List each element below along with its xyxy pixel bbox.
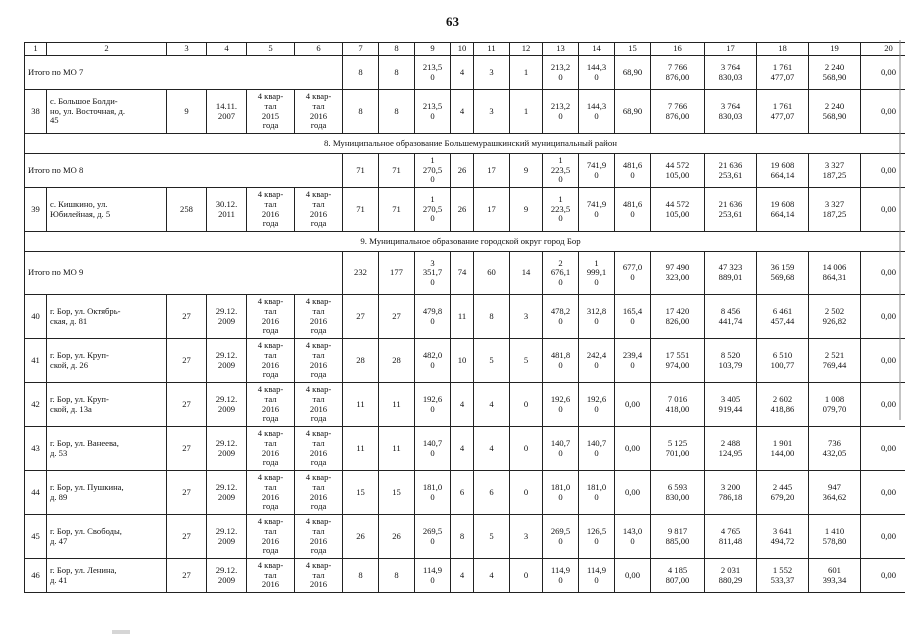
table-cell: 29.12. 2009 (207, 471, 247, 515)
row-number: 41 (25, 339, 47, 383)
table-cell: 4 квар- тал 2016 года (247, 427, 295, 471)
column-number: 16 (651, 43, 705, 56)
table-cell: 3 327 187,25 (809, 188, 861, 232)
table-cell: 21 636 253,61 (705, 154, 757, 188)
table-cell: 0,00 (861, 295, 905, 339)
table-cell: 1 270,5 0 (415, 154, 451, 188)
table-cell: 0,00 (861, 90, 905, 134)
table-cell: 28 (379, 339, 415, 383)
address-cell: г. Бор, ул. Пушкина, д. 89 (47, 471, 167, 515)
scan-smudge (112, 630, 130, 634)
table-cell: 0,00 (861, 515, 905, 559)
table-cell: 9 (167, 90, 207, 134)
table-cell: 677,0 0 (615, 252, 651, 295)
table-cell: 15 (379, 471, 415, 515)
table-cell: 71 (343, 154, 379, 188)
table-row (25, 515, 905, 559)
table-cell: 29.12. 2009 (207, 339, 247, 383)
table-cell: 3 351,7 0 (415, 252, 451, 295)
table-cell: 1 901 144,00 (757, 427, 809, 471)
table-cell: 6 (474, 471, 510, 515)
table-cell: 97 490 323,00 (651, 252, 705, 295)
table-cell: 10 (451, 339, 474, 383)
table-cell: 239,4 0 (615, 339, 651, 383)
table-cell: 5 125 701,00 (651, 427, 705, 471)
subtotal-row (25, 56, 905, 90)
table-cell: 17 (474, 154, 510, 188)
table-cell: 14 006 864,31 (809, 252, 861, 295)
table-cell: 27 (167, 295, 207, 339)
column-number: 20 (861, 43, 905, 56)
table-cell: 4 квар- тал 2016 года (295, 295, 343, 339)
table-cell: 2 502 926,82 (809, 295, 861, 339)
table-cell: 481,8 0 (543, 339, 579, 383)
table-cell: 4 (474, 383, 510, 427)
column-number-row (25, 43, 905, 56)
column-number: 12 (510, 43, 543, 56)
table-cell: 74 (451, 252, 474, 295)
table-row (25, 90, 905, 134)
table-cell: 1 270,5 0 (415, 188, 451, 232)
table-cell: 479,8 0 (415, 295, 451, 339)
table-cell: 4 квар- тал 2016 года (247, 339, 295, 383)
scan-edge-mark (899, 40, 901, 420)
table-cell: 114,9 0 (543, 559, 579, 593)
table-cell: 0,00 (615, 559, 651, 593)
table-cell: 2 240 568,90 (809, 56, 861, 90)
table-cell: 8 (379, 56, 415, 90)
section-title: 8. Муниципальное образование Большемурашкинский муниципальный район (25, 134, 905, 154)
table-cell: 4 (451, 427, 474, 471)
table-cell: 44 572 105,00 (651, 154, 705, 188)
table-cell: 27 (167, 515, 207, 559)
table-cell: 4 квар- тал 2016 года (295, 188, 343, 232)
table-cell: 1 761 477,07 (757, 90, 809, 134)
table-cell: 11 (343, 383, 379, 427)
column-number: 15 (615, 43, 651, 56)
table-cell: 213,2 0 (543, 56, 579, 90)
table-cell: 4 квар- тал 2016 года (247, 188, 295, 232)
table-cell: 27 (343, 295, 379, 339)
table-cell: 3 (510, 295, 543, 339)
table-cell: 114,9 0 (415, 559, 451, 593)
section-header-row (25, 232, 905, 252)
table-cell: 21 636 253,61 (705, 188, 757, 232)
table-cell: 3 641 494,72 (757, 515, 809, 559)
table-cell: 140,7 0 (415, 427, 451, 471)
table-row (25, 339, 905, 383)
table-cell: 8 520 103,79 (705, 339, 757, 383)
table-cell: 736 432,05 (809, 427, 861, 471)
table-cell: 1 223,5 0 (543, 154, 579, 188)
table-cell: 0,00 (861, 559, 905, 593)
table-cell: 144,3 0 (579, 56, 615, 90)
table-cell: 27 (167, 471, 207, 515)
table-cell: 1 008 079,70 (809, 383, 861, 427)
column-number: 2 (47, 43, 167, 56)
table-cell: 4 квар- тал 2016 года (295, 90, 343, 134)
address-cell: с. Кишкино, ул. Юбилейная, д. 5 (47, 188, 167, 232)
column-number: 1 (25, 43, 47, 56)
column-number: 19 (809, 43, 861, 56)
table-cell: 29.12. 2009 (207, 559, 247, 593)
table-cell: 7 766 876,00 (651, 90, 705, 134)
table-cell: 2 031 880,29 (705, 559, 757, 593)
table-cell: 2 602 418,86 (757, 383, 809, 427)
table-cell: 8 (474, 295, 510, 339)
section-header-row (25, 134, 905, 154)
table-cell: 29.12. 2009 (207, 295, 247, 339)
table-row (25, 427, 905, 471)
table-cell: 3 764 830,03 (705, 90, 757, 134)
table-cell: 213,5 0 (415, 90, 451, 134)
table-cell: 8 (343, 56, 379, 90)
table-cell: 8 (343, 90, 379, 134)
table-cell: 601 393,34 (809, 559, 861, 593)
table-cell: 8 (379, 90, 415, 134)
table-cell: 6 461 457,44 (757, 295, 809, 339)
table-cell: 4 185 807,00 (651, 559, 705, 593)
table-cell: 27 (379, 295, 415, 339)
table-cell: 140,7 0 (543, 427, 579, 471)
table-cell: 7 766 876,00 (651, 56, 705, 90)
table-cell: 1 410 578,80 (809, 515, 861, 559)
table-cell: 26 (343, 515, 379, 559)
table-cell: 126,5 0 (579, 515, 615, 559)
table-cell: 44 572 105,00 (651, 188, 705, 232)
subtotal-row (25, 252, 905, 295)
table-cell: 140,7 0 (579, 427, 615, 471)
subtotal-label: Итого по МО 8 (25, 154, 343, 188)
table-cell: 1 999,1 0 (579, 252, 615, 295)
table-cell: 8 (343, 559, 379, 593)
table-row (25, 295, 905, 339)
row-number: 40 (25, 295, 47, 339)
table-cell: 5 (474, 339, 510, 383)
table-cell: 4 квар- тал 2016 года (295, 383, 343, 427)
table-cell: 478,2 0 (543, 295, 579, 339)
table-cell: 258 (167, 188, 207, 232)
table-cell: 144,3 0 (579, 90, 615, 134)
table-cell: 481,6 0 (615, 154, 651, 188)
table-cell: 6 (451, 471, 474, 515)
table-cell: 29.12. 2009 (207, 427, 247, 471)
table-cell: 2 445 679,20 (757, 471, 809, 515)
table-cell: 0 (510, 471, 543, 515)
table-cell: 29.12. 2009 (207, 515, 247, 559)
table-row (25, 559, 905, 593)
table-cell: 269,5 0 (543, 515, 579, 559)
address-cell: г. Бор, ул. Круп- ской, д. 26 (47, 339, 167, 383)
column-number: 13 (543, 43, 579, 56)
table-cell: 1 (510, 56, 543, 90)
table-cell: 68,90 (615, 90, 651, 134)
table-cell: 4 квар- тал 2016 года (295, 339, 343, 383)
page-number: 63 (446, 14, 459, 29)
table-cell: 9 (510, 188, 543, 232)
table-cell: 15 (343, 471, 379, 515)
address-cell: г. Бор, ул. Круп- ской, д. 13а (47, 383, 167, 427)
table-cell: 4 квар- тал 2016 года (295, 471, 343, 515)
table-cell: 192,6 0 (415, 383, 451, 427)
table-cell: 19 608 664,14 (757, 154, 809, 188)
table-cell: 27 (167, 427, 207, 471)
table-cell: 9 817 885,00 (651, 515, 705, 559)
address-cell: с. Большое Болди- но, ул. Восточная, д. 45 (47, 90, 167, 134)
column-number: 7 (343, 43, 379, 56)
table-cell: 0,00 (861, 56, 905, 90)
table-cell: 0,00 (861, 188, 905, 232)
table-cell: 4 (474, 427, 510, 471)
table-cell: 4 квар- тал 2016 (295, 559, 343, 593)
table-cell: 47 323 889,01 (705, 252, 757, 295)
address-cell: г. Бор, ул. Свободы, д. 47 (47, 515, 167, 559)
table-cell: 482,0 0 (415, 339, 451, 383)
table-cell: 29.12. 2009 (207, 383, 247, 427)
table-cell: 11 (343, 427, 379, 471)
section-title: 9. Муниципальное образование городской округ город Бор (25, 232, 905, 252)
table-cell: 17 551 974,00 (651, 339, 705, 383)
table-row (25, 188, 905, 232)
table-cell: 0,00 (615, 383, 651, 427)
table-cell: 177 (379, 252, 415, 295)
table-cell: 6 510 100,77 (757, 339, 809, 383)
column-number: 5 (247, 43, 295, 56)
table-cell: 71 (379, 154, 415, 188)
table-cell: 14 (510, 252, 543, 295)
column-number: 6 (295, 43, 343, 56)
table-cell: 0,00 (861, 252, 905, 295)
table-cell: 71 (343, 188, 379, 232)
row-number: 45 (25, 515, 47, 559)
row-number: 46 (25, 559, 47, 593)
row-number: 42 (25, 383, 47, 427)
subtotal-label: Итого по МО 9 (25, 252, 343, 295)
table-cell: 232 (343, 252, 379, 295)
table-cell: 4 (451, 383, 474, 427)
table-cell: 0,00 (861, 471, 905, 515)
table-cell: 11 (379, 383, 415, 427)
table-cell: 181,0 0 (543, 471, 579, 515)
table-cell: 3 (474, 90, 510, 134)
table-cell: 947 364,62 (809, 471, 861, 515)
table-row (25, 383, 905, 427)
table-cell: 3 405 919,44 (705, 383, 757, 427)
table-cell: 2 240 568,90 (809, 90, 861, 134)
table-cell: 26 (451, 188, 474, 232)
table-cell: 30.12. 2011 (207, 188, 247, 232)
table-cell: 2 676,1 0 (543, 252, 579, 295)
table-cell: 17 420 826,00 (651, 295, 705, 339)
table-cell: 4 квар- тал 2016 года (247, 471, 295, 515)
table-cell: 481,6 0 (615, 188, 651, 232)
table-cell: 1 223,5 0 (543, 188, 579, 232)
table-cell: 3 200 786,18 (705, 471, 757, 515)
table-cell: 9 (510, 154, 543, 188)
table-cell: 6 593 830,00 (651, 471, 705, 515)
table-cell: 0,00 (861, 383, 905, 427)
address-cell: г. Бор, ул. Ленина, д. 41 (47, 559, 167, 593)
table-cell: 11 (451, 295, 474, 339)
table-cell: 4 (451, 559, 474, 593)
table-cell: 2 488 124,95 (705, 427, 757, 471)
table-cell: 17 (474, 188, 510, 232)
column-number: 10 (451, 43, 474, 56)
table-cell: 3 327 187,25 (809, 154, 861, 188)
table-cell: 4 квар- тал 2016 года (295, 427, 343, 471)
table-cell: 4 (451, 90, 474, 134)
table-cell: 0 (510, 559, 543, 593)
table-cell: 8 (451, 515, 474, 559)
table-cell: 8 456 441,74 (705, 295, 757, 339)
table-cell: 8 (379, 559, 415, 593)
table-cell: 0,00 (861, 339, 905, 383)
table-cell: 242,4 0 (579, 339, 615, 383)
row-number: 38 (25, 90, 47, 134)
table-cell: 26 (451, 154, 474, 188)
table-cell: 4 квар- тал 2016 года (295, 515, 343, 559)
table-cell: 27 (167, 383, 207, 427)
subtotal-row (25, 154, 905, 188)
table-cell: 11 (379, 427, 415, 471)
table-cell: 60 (474, 252, 510, 295)
column-number: 14 (579, 43, 615, 56)
table-cell: 4 квар- тал 2016 года (247, 515, 295, 559)
table-cell: 0 (510, 427, 543, 471)
table-cell: 3 (474, 56, 510, 90)
table-cell: 1 761 477,07 (757, 56, 809, 90)
table-cell: 1 552 533,37 (757, 559, 809, 593)
table-cell: 4 квар- тал 2016 года (247, 295, 295, 339)
table-cell: 68,90 (615, 56, 651, 90)
table-cell: 5 (510, 339, 543, 383)
table-cell: 2 521 769,44 (809, 339, 861, 383)
table-cell: 71 (379, 188, 415, 232)
table-cell: 4 765 811,48 (705, 515, 757, 559)
row-number: 44 (25, 471, 47, 515)
table-cell: 27 (167, 339, 207, 383)
table-cell: 269,5 0 (415, 515, 451, 559)
table-cell: 213,2 0 (543, 90, 579, 134)
table-cell: 0,00 (861, 154, 905, 188)
table-cell: 741,9 0 (579, 154, 615, 188)
table-cell: 5 (474, 515, 510, 559)
table-cell: 4 (474, 559, 510, 593)
table-cell: 1 (510, 90, 543, 134)
column-number: 4 (207, 43, 247, 56)
table-cell: 28 (343, 339, 379, 383)
table-cell: 4 квар- тал 2015 года (247, 90, 295, 134)
row-number: 43 (25, 427, 47, 471)
table-cell: 7 016 418,00 (651, 383, 705, 427)
column-number: 9 (415, 43, 451, 56)
table-cell: 19 608 664,14 (757, 188, 809, 232)
row-number: 39 (25, 188, 47, 232)
table-cell: 114,9 0 (579, 559, 615, 593)
table-cell: 165,4 0 (615, 295, 651, 339)
table-cell: 143,0 0 (615, 515, 651, 559)
table-cell: 0 (510, 383, 543, 427)
column-number: 3 (167, 43, 207, 56)
table-cell: 0,00 (615, 427, 651, 471)
column-number: 17 (705, 43, 757, 56)
address-cell: г. Бор, ул. Ванеева, д. 53 (47, 427, 167, 471)
table-cell: 4 квар- тал 2016 года (247, 383, 295, 427)
table-cell: 0,00 (861, 427, 905, 471)
table-cell: 192,6 0 (543, 383, 579, 427)
table-cell: 192,6 0 (579, 383, 615, 427)
table-cell: 0,00 (615, 471, 651, 515)
table-cell: 4 квар- тал 2016 (247, 559, 295, 593)
table-cell: 312,8 0 (579, 295, 615, 339)
subtotal-label: Итого по МО 7 (25, 56, 343, 90)
table-row (25, 471, 905, 515)
column-number: 8 (379, 43, 415, 56)
table-cell: 3 (510, 515, 543, 559)
column-number: 18 (757, 43, 809, 56)
table-cell: 26 (379, 515, 415, 559)
table-cell: 27 (167, 559, 207, 593)
address-cell: г. Бор, ул. Октябрь- ская, д. 81 (47, 295, 167, 339)
table-cell: 36 159 569,68 (757, 252, 809, 295)
table-cell: 741,9 0 (579, 188, 615, 232)
housing-program-table (24, 42, 905, 593)
table-cell: 181,0 0 (579, 471, 615, 515)
table-cell: 14.11. 2007 (207, 90, 247, 134)
column-number: 11 (474, 43, 510, 56)
table-cell: 3 764 830,03 (705, 56, 757, 90)
table-cell: 213,5 0 (415, 56, 451, 90)
table-cell: 181,0 0 (415, 471, 451, 515)
table-cell: 4 (451, 56, 474, 90)
